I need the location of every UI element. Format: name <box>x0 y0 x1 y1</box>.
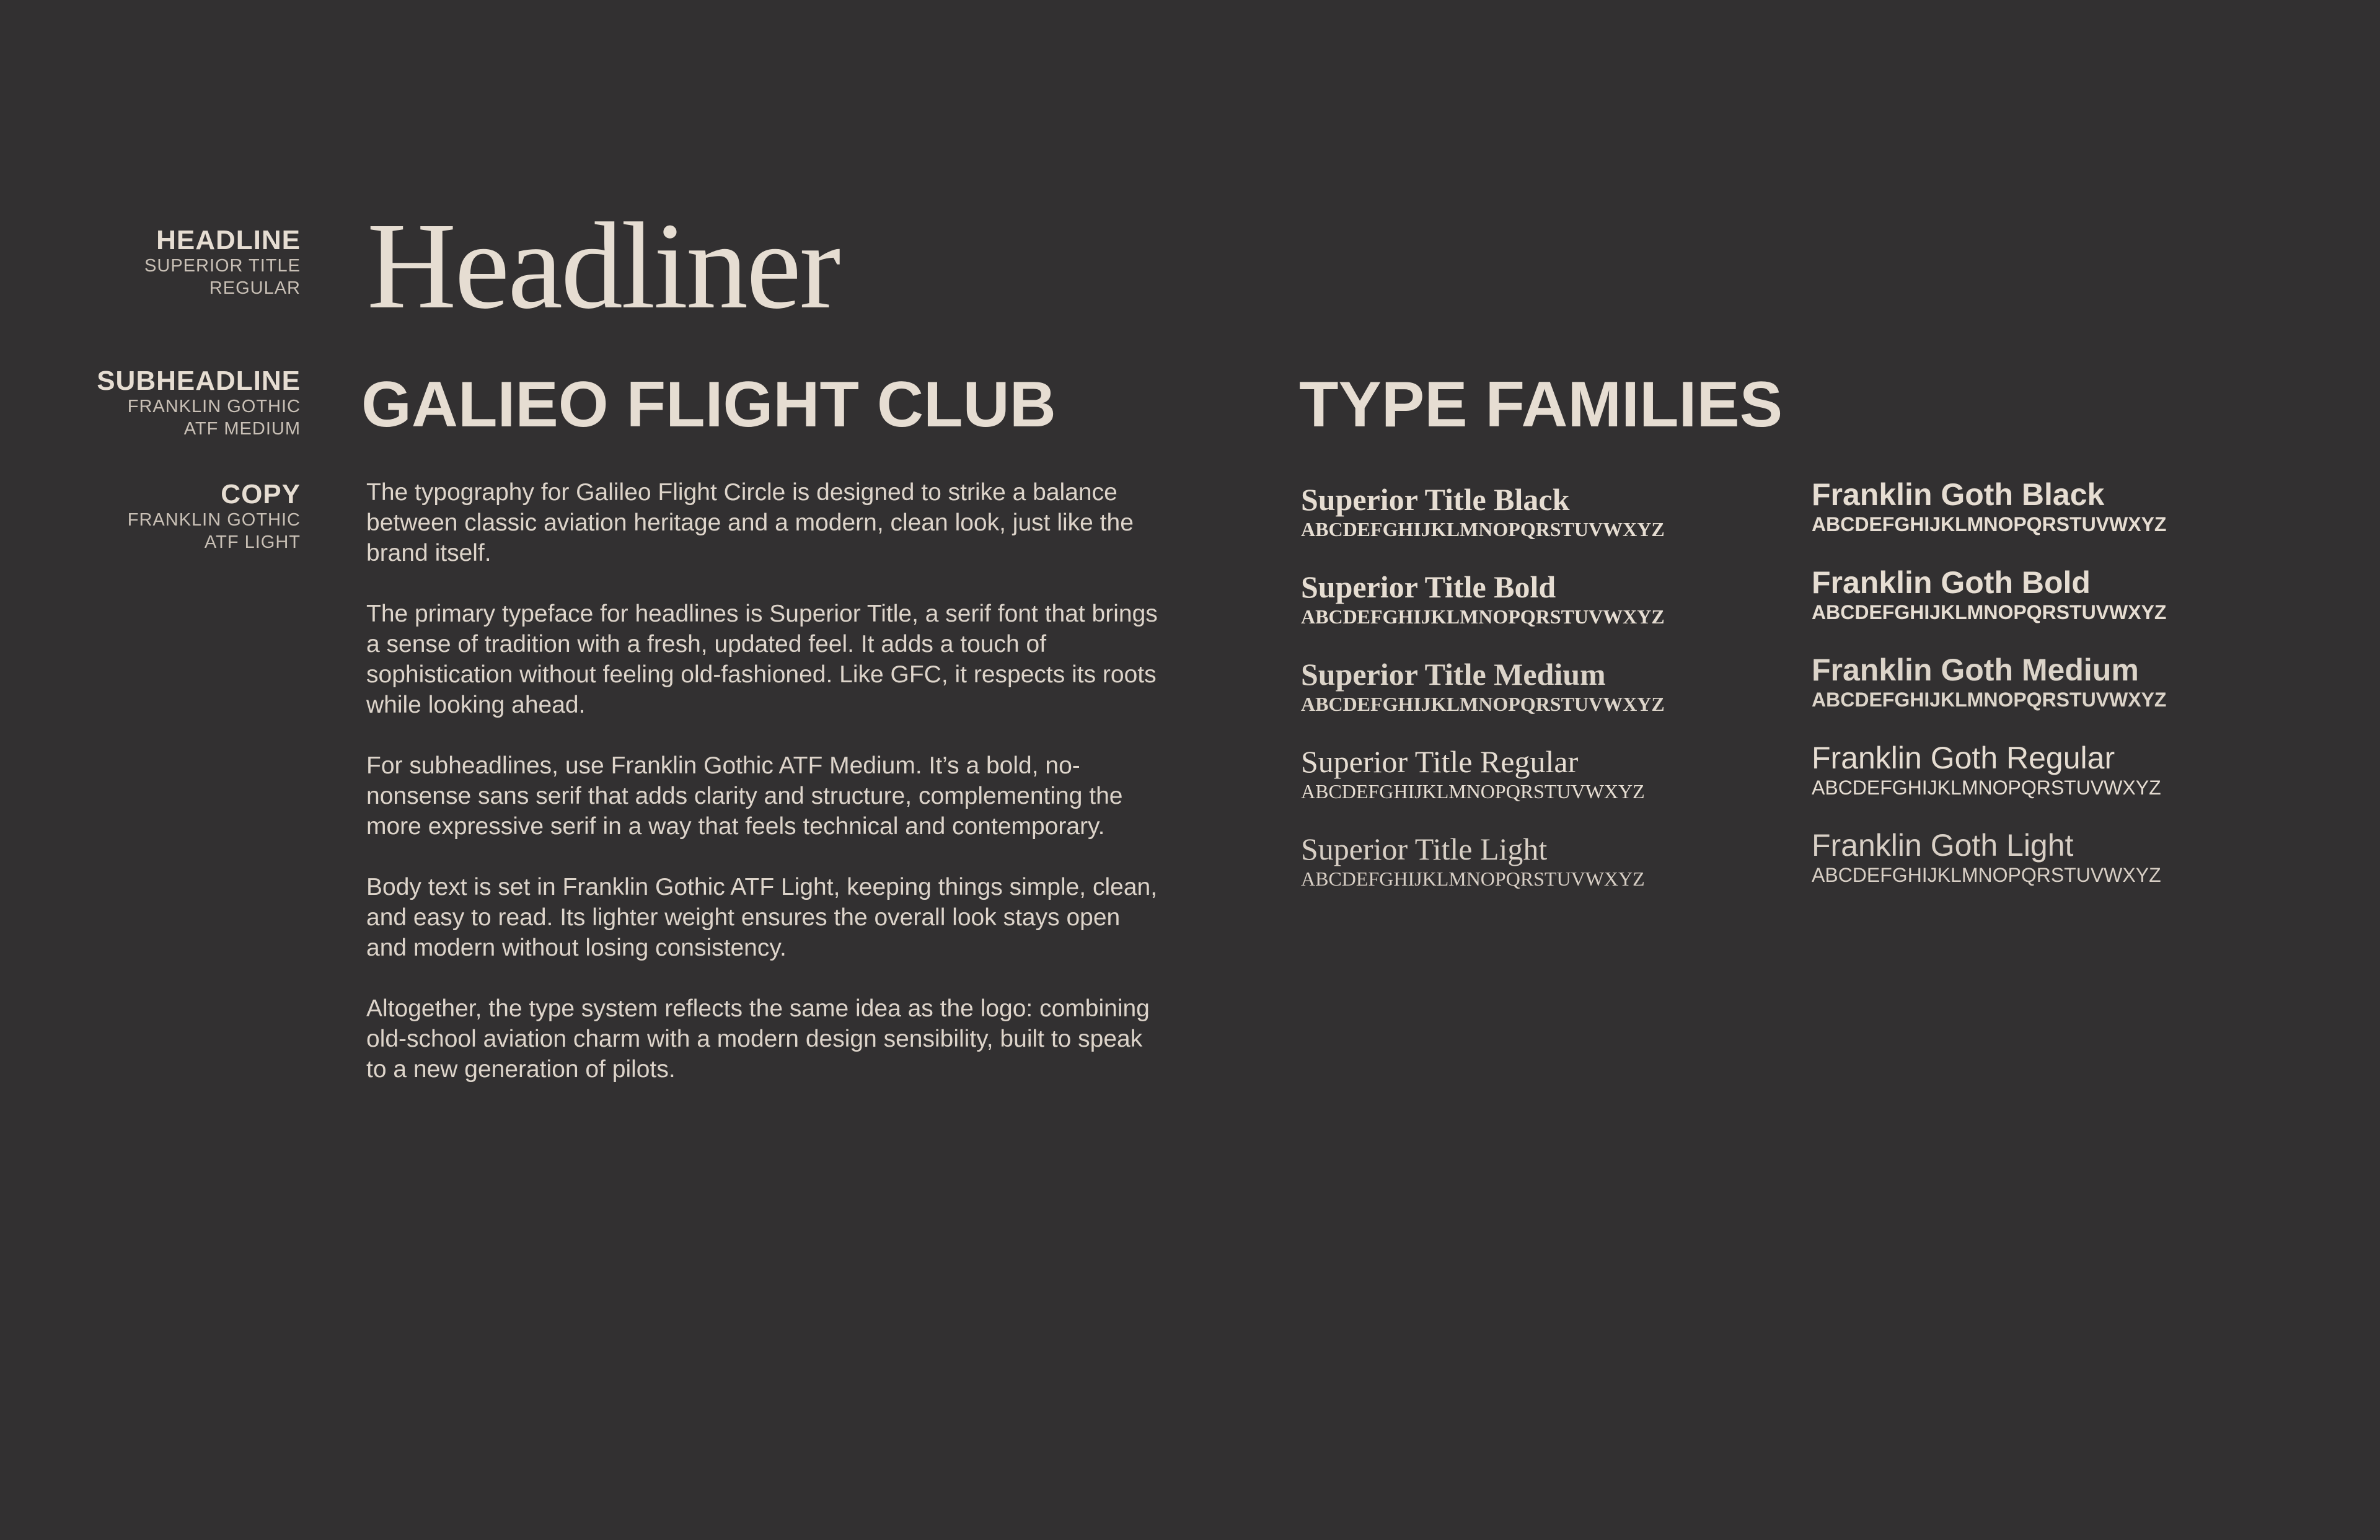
spec-weight: ATF MEDIUM <box>183 419 301 439</box>
family-alphabet: ABCDEFGHIJKLMNOPQRSTUVWXYZ <box>1812 777 2161 799</box>
spec-weight: REGULAR <box>209 278 301 298</box>
spec-weight: ATF LIGHT <box>204 532 301 552</box>
spec-subheadline <box>77 367 301 440</box>
family-franklin-bold <box>1812 565 2166 625</box>
spec-font: FRANKLIN GOTHIC <box>127 397 301 416</box>
copy-paragraph: For subheadlines, use Franklin Gothic ATF Medium. It’s a bold, no-nonsense sans serif that adds clarity and structure, complementing the more expressive serif in a way that feels technical and contemporary. <box>366 752 1123 840</box>
family-superior-medium <box>1301 657 1665 716</box>
copy-paragraph: The typography for Galileo Flight Circle is designed to strike a balance between classic aviation heritage and a modern, clean look, just like the brand itself. <box>366 479 1134 566</box>
spec-title: COPY <box>221 479 301 509</box>
copy-paragraph: Body text is set in Franklin Gothic ATF Light, keeping things simple, clean, and easy to read. Its lighter weight ensures the overall look stays open and modern without losing consistency. <box>366 874 1158 961</box>
family-name: Superior Title Light <box>1301 832 1548 866</box>
type-families-title: TYPE FAMILIES <box>1299 369 1783 441</box>
headline-sample: Headliner <box>367 198 839 335</box>
family-alphabet: ABCDEFGHIJKLMNOPQRSTUVWXYZ <box>1301 693 1665 715</box>
family-alphabet: ABCDEFGHIJKLMNOPQRSTUVWXYZ <box>1301 780 1645 803</box>
family-alphabet: ABCDEFGHIJKLMNOPQRSTUVWXYZ <box>1301 868 1645 890</box>
family-franklin-black <box>1812 477 2166 537</box>
spec-title: HEADLINE <box>156 225 301 255</box>
family-name: Franklin Goth Bold <box>1812 565 2091 600</box>
family-alphabet: ABCDEFGHIJKLMNOPQRSTUVWXYZ <box>1812 601 2167 623</box>
family-alphabet: ABCDEFGHIJKLMNOPQRSTUVWXYZ <box>1812 689 2167 711</box>
family-alphabet: ABCDEFGHIJKLMNOPQRSTUVWXYZ <box>1812 513 2167 535</box>
family-superior-bold <box>1301 570 1665 629</box>
spec-copy <box>77 480 301 553</box>
subheadline-sample: GALIEO FLIGHT CLUB <box>361 369 1056 441</box>
family-name: Superior Title Regular <box>1301 744 1579 779</box>
family-name: Superior Title Medium <box>1301 657 1606 692</box>
family-name: Franklin Goth Regular <box>1812 741 2115 775</box>
family-name: Franklin Goth Medium <box>1812 653 2139 687</box>
family-franklin-regular <box>1812 741 2161 800</box>
family-superior-light <box>1301 832 1645 891</box>
copy-paragraph: The primary typeface for headlines is Superior Title, a serif font that brings a sense of tradition with a fresh, updated feel. It adds a touch of sophistication without feeling old-fashioned. Like GFC, it respects its roots while looking ahead. <box>366 601 1158 718</box>
family-alphabet: ABCDEFGHIJKLMNOPQRSTUVWXYZ <box>1301 518 1665 540</box>
spec-title: SUBHEADLINE <box>97 366 301 396</box>
spec-font: FRANKLIN GOTHIC <box>127 510 301 530</box>
family-name: Franklin Goth Black <box>1812 477 2105 512</box>
family-franklin-medium <box>1812 653 2166 712</box>
family-name: Superior Title Black <box>1301 482 1570 517</box>
copy-paragraph: Altogether, the type system reflects the same idea as the logo: combining old-school aviation charm with a modern design sensibility, built to speak to a new generation of pilots. <box>366 995 1150 1083</box>
family-name: Superior Title Bold <box>1301 570 1556 604</box>
body-copy <box>366 477 1166 1115</box>
family-name: Franklin Goth Light <box>1812 828 2074 863</box>
family-alphabet: ABCDEFGHIJKLMNOPQRSTUVWXYZ <box>1812 864 2161 886</box>
family-alphabet: ABCDEFGHIJKLMNOPQRSTUVWXYZ <box>1301 605 1665 628</box>
family-superior-black <box>1301 482 1665 542</box>
family-superior-regular <box>1301 744 1645 804</box>
spec-headline <box>77 226 301 299</box>
spec-font: SUPERIOR TITLE <box>144 256 301 276</box>
family-franklin-light <box>1812 828 2161 887</box>
